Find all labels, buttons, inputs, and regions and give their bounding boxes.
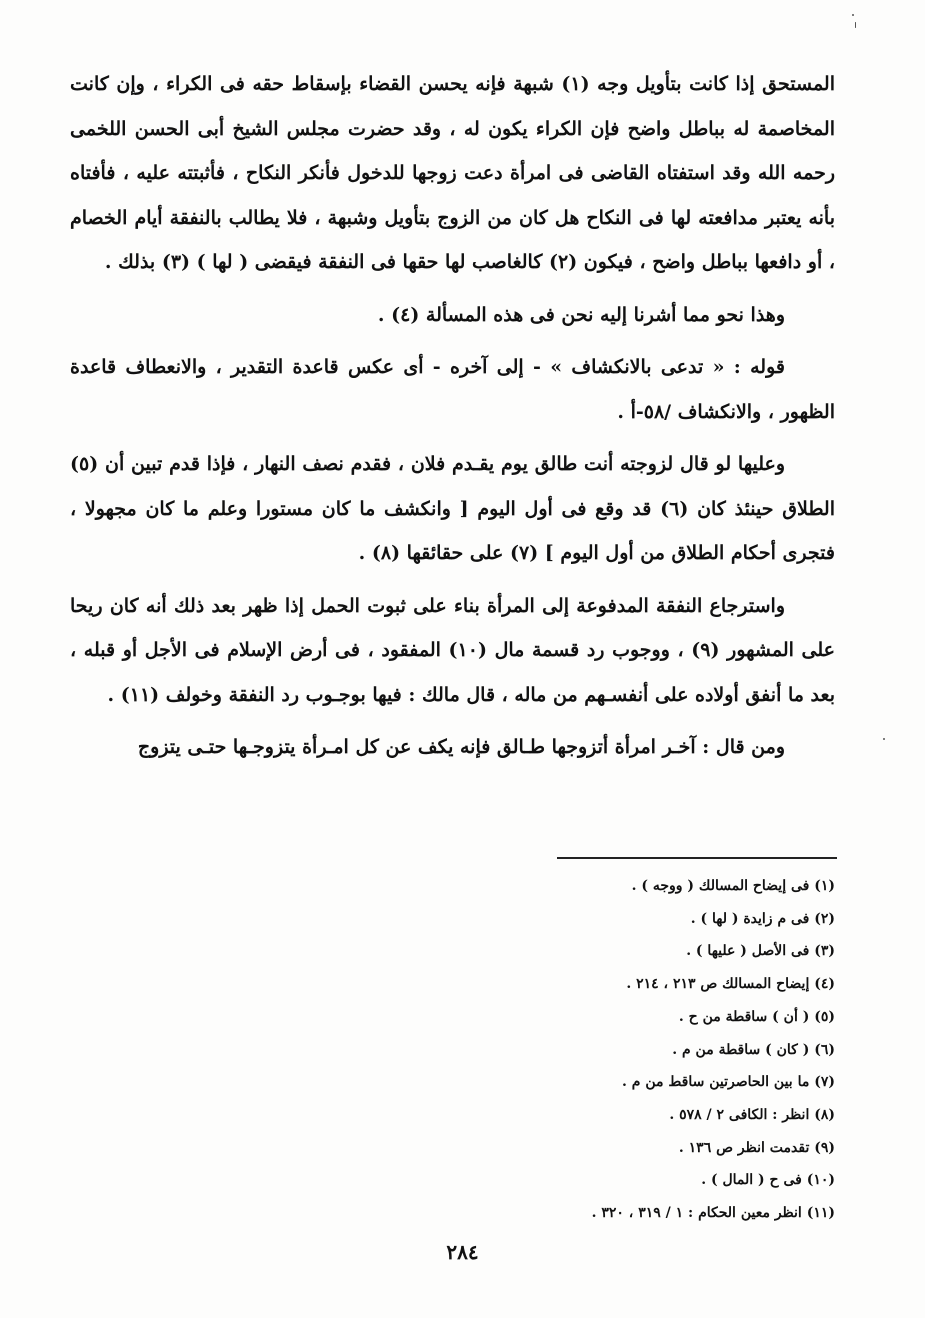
paragraph: وعليها لو قال لزوجته أنت طالق يوم يقـدم فلان ، فقدم نصف النهار ، فإذا قدم تبين أن (٥) الطلاق حينئذ كان (٦) قد وقع فى أول اليوم [ وانكشف ما كان مستورا وعلم ما كان مجهولا ، فتجرى أحكام الطلاق من أول اليوم ] (٧) على حقائقها (٨) . bbox=[70, 453, 835, 564]
footnote: (٤) إيضاح المسالك ص ٢١٣ ، ٢١٤ . bbox=[626, 976, 835, 993]
paragraph: واسترجاع النفقة المدفوعة إلى المرأة بناء على ثبوت الحمل إذا ظهر بعد ذلك أنه كان ريحا على المشهور (٩) ، ووجوب رد قسمة مال (١٠) المفقود ، فى أرض الإسلام فى الأجل أو قبله ، بعد ما أنفق أولاده على أنفسـهم من ماله ، قال مالك : فيها بوجـوب رد النفقة وخولف (١١) . bbox=[70, 594, 835, 706]
scan-speck bbox=[883, 738, 885, 740]
footnote: (١) فى إيضاح المسالك ( ووجه ) . bbox=[631, 878, 835, 894]
footnote: (٣) فى الأصل ( عليها ) . bbox=[686, 943, 835, 960]
footnote: (١٠) فى ح ( المال ) . bbox=[701, 1172, 835, 1189]
footnote: (٦) ( كان ) ساقطة من م . bbox=[672, 1041, 835, 1058]
page-number: ٢٨٤ bbox=[446, 1240, 479, 1264]
paragraph: المستحق إذا كانت بتأويل وجه (١) شبهة فإنه يحسن القضاء بإسقاط حقه فى الكراء ، وإن كانت المخاصمة له بباطل واضح فإن الكراء يكون له ، وقد حضرت مجلس الشيخ أبى الحسن اللخمى رحمه الله وقد استفتاه القاضى فى امرأة دعت زوجها للدخول فأنكر النكاح ، فأثبتته عليه ، فأفتاه بأنه يعتبر مدافعته لها فى النكاح هل كان من الزوج بتأويل وشبهة ، فلا يطالب بالنفقة أيام الخصام ، أو دافعها بباطل واضح ، فيكون (٢) كالغاصب لها حقها فى النفقة فيقضى ( لها ) (٣) بذلك . bbox=[70, 73, 835, 273]
footnote: (٨) انظر : الكافى ٢ / ٥٧٨ . bbox=[669, 1106, 835, 1123]
scan-speck bbox=[855, 22, 856, 28]
main-text bbox=[70, 62, 835, 778]
footnote: (٢) فى م زايدة ( لها ) . bbox=[690, 910, 835, 927]
footnote: (٩) تقدمت انظر ص ١٣٦ . bbox=[678, 1139, 835, 1156]
footnotes bbox=[315, 870, 835, 1230]
footnote: (٥) ( أن ) ساقطة من ح . bbox=[678, 1008, 835, 1025]
paragraph: قوله : « تدعى بالانكشاف » - إلى آخره - أى عكس قاعدة التقدير ، والانعطاف قاعدة الظهور ، والانكشاف /٥٨-أ . bbox=[70, 356, 835, 423]
scan-speck bbox=[852, 14, 854, 16]
footnote: (١١) انظر معين الحكام : ١ / ٣١٩ ، ٣٢٠ . bbox=[591, 1205, 835, 1222]
paragraph: ومن قال : آخـر امرأة أتزوجها طـالق فإنه يكف عن كل امـرأة يتزوجـها حتـى يتزوج bbox=[137, 736, 785, 758]
footnote-divider bbox=[557, 857, 837, 859]
paragraph: وهذا نحو مما أشرنا إليه نحن فى هذه المسألة (٤) . bbox=[377, 303, 785, 326]
footnote: (٧) ما بين الحاصرتين ساقط من م . bbox=[622, 1074, 835, 1091]
